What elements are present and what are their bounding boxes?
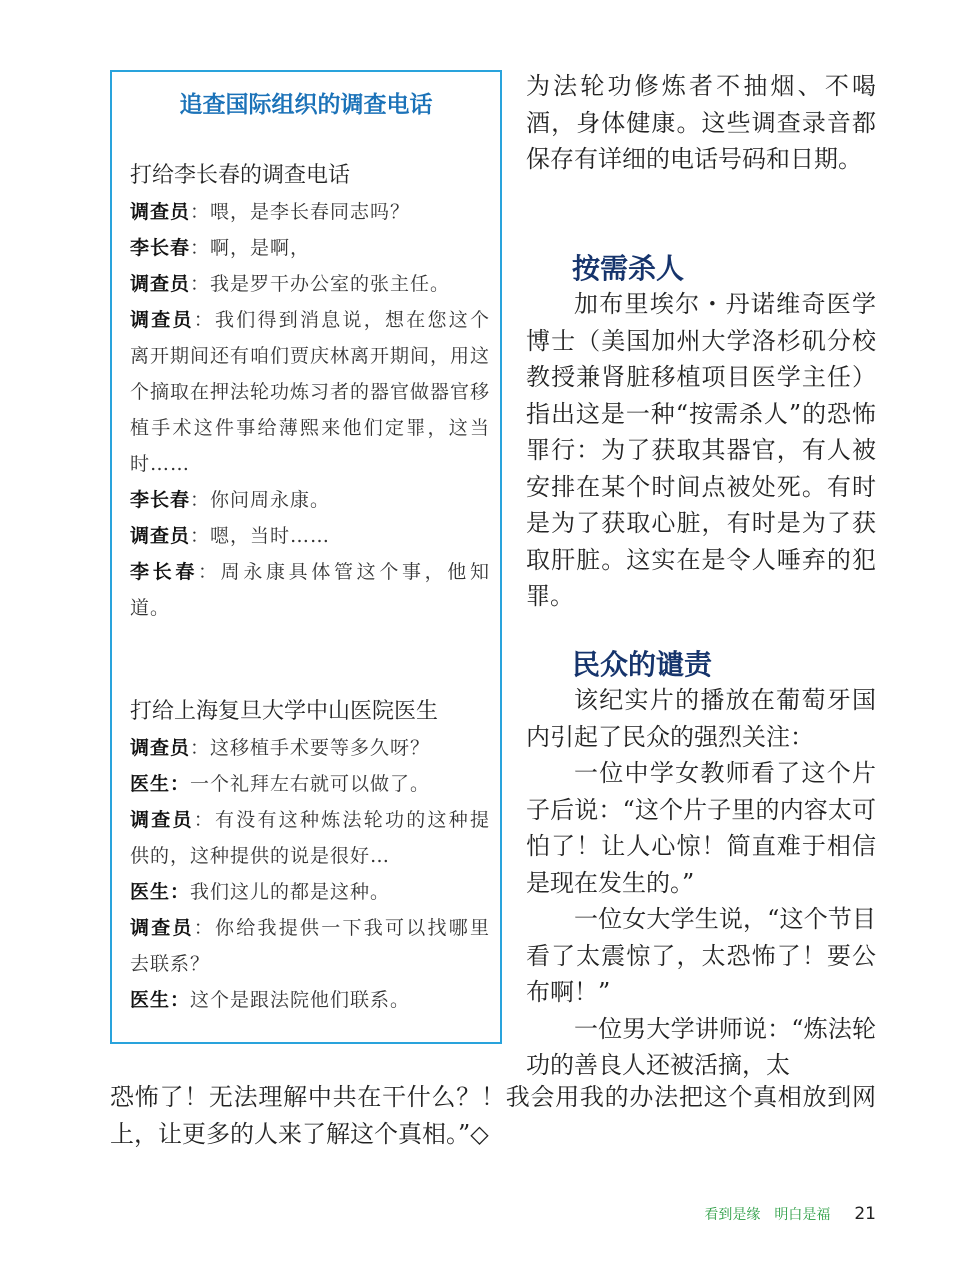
footer-slogan: 看到是缘 明白是福 xyxy=(704,1207,831,1223)
dialog-doctor xyxy=(130,730,490,1018)
heading-public-condemnation: 民众的谴责 xyxy=(572,648,713,681)
dialog-line: 医生：这个是跟法院他们联系。 xyxy=(130,989,411,1011)
kill-on-demand-paragraph: 加布里埃尔・丹诺维奇医学博士（美国加州大学洛杉矶分校教授兼肾脏移植项目医学主任）指出这是一种“按需杀人”的恐怖罪行：为了获取其器官，有人被安排在某个时间点被处死。有时是为了获取心脏，有时是为了获取肝脏。这实在是令人唾弃的犯罪。 xyxy=(526,290,876,610)
dialog-line: 调查员：我们得到消息说，想在您这个离开期间还有咱们贾庆林离开期间，用这个摘取在押法轮功炼习者的器官做器官移植手术这件事给薄熙来他们定罪，这当时…… xyxy=(130,309,491,475)
lecturer-quote-start: 一位男大学讲师说：“炼法轮功的善良人还被活摘，太 xyxy=(526,1014,876,1079)
section-heading-doctor: 打给上海复旦大学中山医院医生 xyxy=(130,699,439,724)
intro-paragraph: 为法轮功修炼者不抽烟、不喝酒，身体健康。这些调查录音都保存有详细的电话号码和日期。 xyxy=(526,72,876,173)
dialog-line: 医生：我们这儿的都是这种。 xyxy=(130,881,391,903)
dialog-line: 调查员：嗯，当时…… xyxy=(130,525,331,547)
dialog-line: 调查员：这移植手术要等多久呀？ xyxy=(130,737,431,759)
dialog-line: 李长春：啊，是啊， xyxy=(130,237,311,259)
dialog-line: 调查员：你给我提供一下我可以找哪里去联系？ xyxy=(130,917,490,975)
page-number: 21 xyxy=(854,1204,876,1224)
intro-paragraph-block xyxy=(526,68,876,178)
section-heading-li-changchun: 打给李长春的调查电话 xyxy=(130,163,351,188)
teacher-quote-paragraph: 一位中学女教师看了这个片子后说：“这个片子里的内容太可怕了！让人心惊！简直难于相信是现在发生的。” xyxy=(526,759,876,897)
kill-on-demand-block xyxy=(526,286,876,615)
lecturer-quote-end: 恐怖了！无法理解中共在干什么？！我会用我的办法把这个真相放到网上，让更多的人来了解这个真相。”◇ xyxy=(110,1083,876,1148)
heading-kill-on-demand: 按需杀人 xyxy=(572,252,685,285)
dialog-line: 调查员：有没有这种炼法轮功的这种提供的，这种提供的说是很好… xyxy=(130,809,490,867)
dialog-line: 李长春：周永康具体管这个事，他知道。 xyxy=(130,561,490,619)
sidebar-box xyxy=(110,70,502,1044)
dialog-line: 调查员：喂，是李长春同志吗？ xyxy=(130,201,411,223)
dialog-li-changchun xyxy=(130,194,490,626)
dialog-line: 李长春：你问周永康。 xyxy=(130,489,331,511)
dialog-line: 调查员：我是罗干办公室的张主任。 xyxy=(130,273,451,295)
condemnation-paragraph: 该纪实片的播放在葡萄牙国内引起了民众的强烈关注： xyxy=(526,686,876,751)
sidebar-title: 追查国际组织的调查电话 xyxy=(179,92,433,118)
dialog-line: 医生：一个礼拜左右就可以做了。 xyxy=(130,773,431,795)
student-quote-paragraph: 一位女大学生说，“这个节目看了太震惊了，太恐怖了！要公布啊！” xyxy=(526,905,876,1006)
page-footer xyxy=(704,1204,876,1224)
condemnation-block xyxy=(526,682,876,1084)
